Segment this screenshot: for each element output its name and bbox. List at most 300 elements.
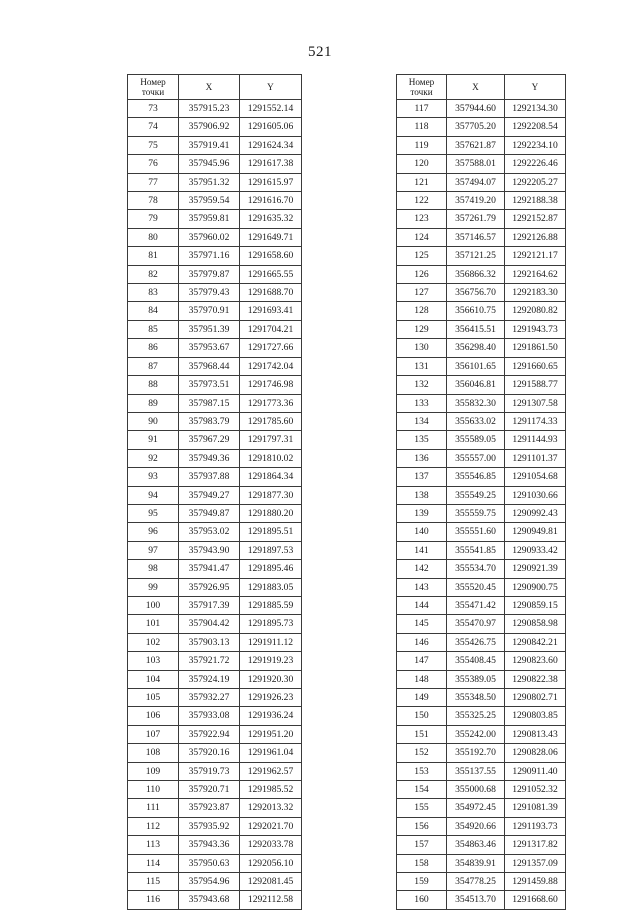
y-coordinate-cell: 1290900.75 [505, 578, 566, 596]
x-coordinate-cell: 356298.40 [447, 339, 505, 357]
y-coordinate-cell: 1291985.52 [240, 781, 302, 799]
point-number-cell: 99 [128, 578, 179, 596]
table-row [397, 486, 566, 504]
y-coordinate-cell: 1292152.87 [505, 210, 566, 228]
x-coordinate-cell: 357419.20 [447, 192, 505, 210]
table-row [397, 707, 566, 725]
point-number-cell: 135 [397, 431, 447, 449]
y-coordinate-cell: 1292205.27 [505, 173, 566, 191]
point-number-cell: 122 [397, 192, 447, 210]
y-coordinate-cell: 1291624.34 [240, 136, 302, 154]
y-coordinate-cell: 1291193.73 [505, 817, 566, 835]
x-coordinate-cell: 355557.00 [447, 449, 505, 467]
point-number-cell: 95 [128, 504, 179, 522]
y-coordinate-cell: 1291552.14 [240, 100, 302, 118]
table-row [128, 100, 302, 118]
x-coordinate-cell: 355426.75 [447, 633, 505, 651]
table-row [397, 744, 566, 762]
x-coordinate-cell: 355192.70 [447, 744, 505, 762]
y-coordinate-cell: 1291895.51 [240, 523, 302, 541]
y-coordinate-cell: 1290992.43 [505, 504, 566, 522]
y-coordinate-cell: 1292226.46 [505, 155, 566, 173]
x-coordinate-cell: 357987.15 [179, 394, 240, 412]
y-coordinate-cell: 1291649.71 [240, 228, 302, 246]
y-coordinate-cell: 1290828.06 [505, 744, 566, 762]
point-number-cell: 77 [128, 173, 179, 191]
x-coordinate-cell: 357904.42 [179, 615, 240, 633]
y-coordinate-cell: 1292134.30 [505, 100, 566, 118]
x-coordinate-cell: 356415.51 [447, 320, 505, 338]
table-row [128, 541, 302, 559]
table-row [397, 504, 566, 522]
x-coordinate-cell: 355534.70 [447, 560, 505, 578]
point-number-cell: 137 [397, 468, 447, 486]
x-coordinate-cell: 357954.96 [179, 873, 240, 891]
y-coordinate-cell: 1292121.17 [505, 247, 566, 265]
header-point-number [128, 75, 179, 100]
x-coordinate-cell: 355325.25 [447, 707, 505, 725]
point-number-cell: 144 [397, 596, 447, 614]
y-coordinate-cell: 1291605.06 [240, 118, 302, 136]
y-coordinate-cell: 1291081.39 [505, 799, 566, 817]
x-coordinate-cell: 354863.46 [447, 836, 505, 854]
table-row [397, 265, 566, 283]
x-coordinate-cell: 355633.02 [447, 412, 505, 430]
point-number-cell: 84 [128, 302, 179, 320]
y-coordinate-cell: 1291797.31 [240, 431, 302, 449]
point-number-cell: 123 [397, 210, 447, 228]
x-coordinate-cell: 355408.45 [447, 652, 505, 670]
x-coordinate-cell: 355546.85 [447, 468, 505, 486]
x-coordinate-cell: 357906.92 [179, 118, 240, 136]
point-number-cell: 104 [128, 670, 179, 688]
y-coordinate-cell: 1291174.33 [505, 412, 566, 430]
point-number-cell: 153 [397, 762, 447, 780]
y-coordinate-cell: 1291962.57 [240, 762, 302, 780]
y-coordinate-cell: 1291895.46 [240, 560, 302, 578]
point-number-cell: 91 [128, 431, 179, 449]
point-number-cell: 112 [128, 817, 179, 835]
table-row [397, 817, 566, 835]
x-coordinate-cell: 357915.23 [179, 100, 240, 118]
table-row [128, 376, 302, 394]
table-row [128, 449, 302, 467]
point-number-cell: 132 [397, 376, 447, 394]
y-coordinate-cell: 1290823.60 [505, 652, 566, 670]
y-coordinate-cell: 1291895.73 [240, 615, 302, 633]
y-coordinate-cell: 1291658.60 [240, 247, 302, 265]
x-coordinate-cell: 357944.60 [447, 100, 505, 118]
y-coordinate-cell: 1291317.82 [505, 836, 566, 854]
point-number-cell: 131 [397, 357, 447, 375]
x-coordinate-cell: 357941.47 [179, 560, 240, 578]
x-coordinate-cell: 357971.16 [179, 247, 240, 265]
table-row [397, 891, 566, 909]
x-coordinate-cell: 357261.79 [447, 210, 505, 228]
y-coordinate-cell: 1291919.23 [240, 652, 302, 670]
table-row [128, 744, 302, 762]
y-coordinate-cell: 1291920.30 [240, 670, 302, 688]
point-number-cell: 75 [128, 136, 179, 154]
table-row [128, 725, 302, 743]
table-row [397, 320, 566, 338]
x-coordinate-cell: 355549.25 [447, 486, 505, 504]
point-number-cell: 79 [128, 210, 179, 228]
table-row [128, 468, 302, 486]
y-coordinate-cell: 1291054.68 [505, 468, 566, 486]
table-row [128, 523, 302, 541]
point-number-cell: 129 [397, 320, 447, 338]
x-coordinate-cell: 355541.85 [447, 541, 505, 559]
point-number-cell: 149 [397, 689, 447, 707]
table-row [397, 615, 566, 633]
x-coordinate-cell: 357979.87 [179, 265, 240, 283]
x-coordinate-cell: 357937.88 [179, 468, 240, 486]
point-number-cell: 101 [128, 615, 179, 633]
table-row [128, 118, 302, 136]
point-number-cell: 126 [397, 265, 447, 283]
point-number-cell: 89 [128, 394, 179, 412]
x-coordinate-cell: 355389.05 [447, 670, 505, 688]
y-coordinate-cell: 1291635.32 [240, 210, 302, 228]
point-number-cell: 114 [128, 854, 179, 872]
point-number-cell: 107 [128, 725, 179, 743]
point-number-cell: 102 [128, 633, 179, 651]
point-number-cell: 157 [397, 836, 447, 854]
point-number-cell: 90 [128, 412, 179, 430]
x-coordinate-cell: 357924.19 [179, 670, 240, 688]
table-row [128, 302, 302, 320]
point-number-cell: 93 [128, 468, 179, 486]
coordinates-table-right [396, 74, 566, 910]
point-number-cell: 158 [397, 854, 447, 872]
table-row [128, 560, 302, 578]
point-number-cell: 143 [397, 578, 447, 596]
x-coordinate-cell: 357960.02 [179, 228, 240, 246]
x-coordinate-cell: 357951.32 [179, 173, 240, 191]
x-coordinate-cell: 357950.63 [179, 854, 240, 872]
y-coordinate-cell: 1291864.34 [240, 468, 302, 486]
table-row [397, 670, 566, 688]
table-row [397, 468, 566, 486]
y-coordinate-cell: 1292021.70 [240, 817, 302, 835]
y-coordinate-cell: 1290822.38 [505, 670, 566, 688]
y-coordinate-cell: 1291880.20 [240, 504, 302, 522]
x-coordinate-cell: 357919.41 [179, 136, 240, 154]
y-coordinate-cell: 1291101.37 [505, 449, 566, 467]
y-coordinate-cell: 1292164.62 [505, 265, 566, 283]
point-number-cell: 140 [397, 523, 447, 541]
table-row [397, 192, 566, 210]
point-number-cell: 118 [397, 118, 447, 136]
x-coordinate-cell: 354839.91 [447, 854, 505, 872]
y-coordinate-cell: 1290949.81 [505, 523, 566, 541]
x-coordinate-cell: 355000.68 [447, 781, 505, 799]
point-number-cell: 130 [397, 339, 447, 357]
y-coordinate-cell: 1291746.98 [240, 376, 302, 394]
point-number-cell: 159 [397, 873, 447, 891]
point-number-cell: 97 [128, 541, 179, 559]
table-row [128, 357, 302, 375]
x-coordinate-cell: 357919.73 [179, 762, 240, 780]
table-header-row [397, 75, 566, 100]
table-row [128, 210, 302, 228]
x-coordinate-cell: 357935.92 [179, 817, 240, 835]
y-coordinate-cell: 1292013.32 [240, 799, 302, 817]
x-coordinate-cell: 357932.27 [179, 689, 240, 707]
x-coordinate-cell: 357949.87 [179, 504, 240, 522]
point-number-cell: 148 [397, 670, 447, 688]
y-coordinate-cell: 1291144.93 [505, 431, 566, 449]
x-coordinate-cell: 355551.60 [447, 523, 505, 541]
y-coordinate-cell: 1291307.58 [505, 394, 566, 412]
header-point-number-line2: точки [410, 87, 433, 97]
table-row [397, 173, 566, 191]
point-number-cell: 113 [128, 836, 179, 854]
y-coordinate-cell: 1291704.21 [240, 320, 302, 338]
y-coordinate-cell: 1291616.70 [240, 192, 302, 210]
y-coordinate-cell: 1290802.71 [505, 689, 566, 707]
y-coordinate-cell: 1291883.05 [240, 578, 302, 596]
point-number-cell: 154 [397, 781, 447, 799]
y-coordinate-cell: 1291459.88 [505, 873, 566, 891]
x-coordinate-cell: 357926.95 [179, 578, 240, 596]
table-row [128, 670, 302, 688]
table-row [397, 578, 566, 596]
x-coordinate-cell: 357953.67 [179, 339, 240, 357]
point-number-cell: 133 [397, 394, 447, 412]
table-row [397, 412, 566, 430]
point-number-cell: 76 [128, 155, 179, 173]
y-coordinate-cell: 1291665.55 [240, 265, 302, 283]
point-number-cell: 150 [397, 707, 447, 725]
y-coordinate-cell: 1291885.59 [240, 596, 302, 614]
point-number-cell: 124 [397, 228, 447, 246]
coordinates-table-left [127, 74, 302, 910]
table-row [128, 247, 302, 265]
x-coordinate-cell: 357949.27 [179, 486, 240, 504]
x-coordinate-cell: 357921.72 [179, 652, 240, 670]
table-row [128, 689, 302, 707]
header-y: Y [240, 75, 302, 100]
table-row [128, 836, 302, 854]
y-coordinate-cell: 1292183.30 [505, 284, 566, 302]
x-coordinate-cell: 357967.29 [179, 431, 240, 449]
point-number-cell: 94 [128, 486, 179, 504]
point-number-cell: 139 [397, 504, 447, 522]
table-row [397, 836, 566, 854]
point-number-cell: 128 [397, 302, 447, 320]
point-number-cell: 105 [128, 689, 179, 707]
y-coordinate-cell: 1291742.04 [240, 357, 302, 375]
y-coordinate-cell: 1292234.10 [505, 136, 566, 154]
x-coordinate-cell: 354920.66 [447, 817, 505, 835]
header-point-number-line1: Номер [140, 77, 166, 87]
y-coordinate-cell: 1291668.60 [505, 891, 566, 909]
y-coordinate-cell: 1290858.98 [505, 615, 566, 633]
x-coordinate-cell: 357959.54 [179, 192, 240, 210]
table-row [397, 523, 566, 541]
x-coordinate-cell: 355520.45 [447, 578, 505, 596]
table-row [128, 762, 302, 780]
y-coordinate-cell: 1291693.41 [240, 302, 302, 320]
y-coordinate-cell: 1292056.10 [240, 854, 302, 872]
y-coordinate-cell: 1290933.42 [505, 541, 566, 559]
table-row [128, 633, 302, 651]
table-row [397, 339, 566, 357]
point-number-cell: 110 [128, 781, 179, 799]
x-coordinate-cell: 357973.51 [179, 376, 240, 394]
x-coordinate-cell: 357121.25 [447, 247, 505, 265]
y-coordinate-cell: 1291926.23 [240, 689, 302, 707]
y-coordinate-cell: 1291030.66 [505, 486, 566, 504]
y-coordinate-cell: 1291810.02 [240, 449, 302, 467]
x-coordinate-cell: 357979.43 [179, 284, 240, 302]
table-row [128, 155, 302, 173]
y-coordinate-cell: 1292208.54 [505, 118, 566, 136]
y-coordinate-cell: 1290921.39 [505, 560, 566, 578]
table-row [397, 357, 566, 375]
x-coordinate-cell: 355832.30 [447, 394, 505, 412]
x-coordinate-cell: 357923.87 [179, 799, 240, 817]
table-row [128, 854, 302, 872]
table-row [397, 228, 566, 246]
x-coordinate-cell: 356756.70 [447, 284, 505, 302]
header-point-number [397, 75, 447, 100]
y-coordinate-cell: 1291877.30 [240, 486, 302, 504]
x-coordinate-cell: 355348.50 [447, 689, 505, 707]
table-row [397, 210, 566, 228]
x-coordinate-cell: 357933.08 [179, 707, 240, 725]
table-row [128, 578, 302, 596]
header-point-number-line1: Номер [408, 77, 435, 87]
table-row [397, 762, 566, 780]
x-coordinate-cell: 354778.25 [447, 873, 505, 891]
table-row [397, 781, 566, 799]
x-coordinate-cell: 357943.90 [179, 541, 240, 559]
y-coordinate-cell: 1292080.82 [505, 302, 566, 320]
point-number-cell: 151 [397, 725, 447, 743]
point-number-cell: 125 [397, 247, 447, 265]
x-coordinate-cell: 357146.57 [447, 228, 505, 246]
point-number-cell: 96 [128, 523, 179, 541]
table-row [128, 891, 302, 909]
table-row [128, 412, 302, 430]
point-number-cell: 109 [128, 762, 179, 780]
point-number-cell: 92 [128, 449, 179, 467]
point-number-cell: 106 [128, 707, 179, 725]
table-row [397, 376, 566, 394]
point-number-cell: 98 [128, 560, 179, 578]
point-number-cell: 142 [397, 560, 447, 578]
y-coordinate-cell: 1292081.45 [240, 873, 302, 891]
point-number-cell: 108 [128, 744, 179, 762]
table-row [128, 596, 302, 614]
table-row [128, 431, 302, 449]
point-number-cell: 121 [397, 173, 447, 191]
x-coordinate-cell: 355589.05 [447, 431, 505, 449]
table-row [128, 652, 302, 670]
point-number-cell: 103 [128, 652, 179, 670]
point-number-cell: 100 [128, 596, 179, 614]
x-coordinate-cell: 357970.91 [179, 302, 240, 320]
table-row [397, 854, 566, 872]
table-row [397, 155, 566, 173]
point-number-cell: 145 [397, 615, 447, 633]
table-row [397, 302, 566, 320]
x-coordinate-cell: 357951.39 [179, 320, 240, 338]
x-coordinate-cell: 354513.70 [447, 891, 505, 909]
point-number-cell: 73 [128, 100, 179, 118]
y-coordinate-cell: 1292112.58 [240, 891, 302, 909]
y-coordinate-cell: 1290911.40 [505, 762, 566, 780]
y-coordinate-cell: 1291688.70 [240, 284, 302, 302]
table-row [397, 560, 566, 578]
y-coordinate-cell: 1290859.15 [505, 596, 566, 614]
x-coordinate-cell: 357959.81 [179, 210, 240, 228]
table-row [128, 136, 302, 154]
point-number-cell: 160 [397, 891, 447, 909]
y-coordinate-cell: 1291943.73 [505, 320, 566, 338]
x-coordinate-cell: 357922.94 [179, 725, 240, 743]
point-number-cell: 155 [397, 799, 447, 817]
table-row [128, 228, 302, 246]
table-row [397, 652, 566, 670]
x-coordinate-cell: 357949.36 [179, 449, 240, 467]
table-row [397, 541, 566, 559]
header-point-number-line2: точки [141, 87, 165, 97]
x-coordinate-cell: 357943.36 [179, 836, 240, 854]
y-coordinate-cell: 1292033.78 [240, 836, 302, 854]
y-coordinate-cell: 1291785.60 [240, 412, 302, 430]
point-number-cell: 86 [128, 339, 179, 357]
point-number-cell: 138 [397, 486, 447, 504]
point-number-cell: 111 [128, 799, 179, 817]
point-number-cell: 127 [397, 284, 447, 302]
table-row [128, 284, 302, 302]
point-number-cell: 134 [397, 412, 447, 430]
table-row [128, 873, 302, 891]
point-number-cell: 146 [397, 633, 447, 651]
point-number-cell: 82 [128, 265, 179, 283]
table-row [128, 707, 302, 725]
table-row [397, 633, 566, 651]
table-row [397, 431, 566, 449]
table-row [397, 136, 566, 154]
point-number-cell: 81 [128, 247, 179, 265]
table-row [128, 615, 302, 633]
table-row [397, 284, 566, 302]
y-coordinate-cell: 1291897.53 [240, 541, 302, 559]
table-row [128, 173, 302, 191]
y-coordinate-cell: 1291660.65 [505, 357, 566, 375]
point-number-cell: 83 [128, 284, 179, 302]
point-number-cell: 116 [128, 891, 179, 909]
table-row [128, 320, 302, 338]
x-coordinate-cell: 356101.65 [447, 357, 505, 375]
x-coordinate-cell: 355242.00 [447, 725, 505, 743]
point-number-cell: 115 [128, 873, 179, 891]
x-coordinate-cell: 355559.75 [447, 504, 505, 522]
y-coordinate-cell: 1290842.21 [505, 633, 566, 651]
x-coordinate-cell: 357945.96 [179, 155, 240, 173]
x-coordinate-cell: 357494.07 [447, 173, 505, 191]
point-number-cell: 156 [397, 817, 447, 835]
table-row [128, 339, 302, 357]
point-number-cell: 119 [397, 136, 447, 154]
x-coordinate-cell: 357705.20 [447, 118, 505, 136]
x-coordinate-cell: 356610.75 [447, 302, 505, 320]
